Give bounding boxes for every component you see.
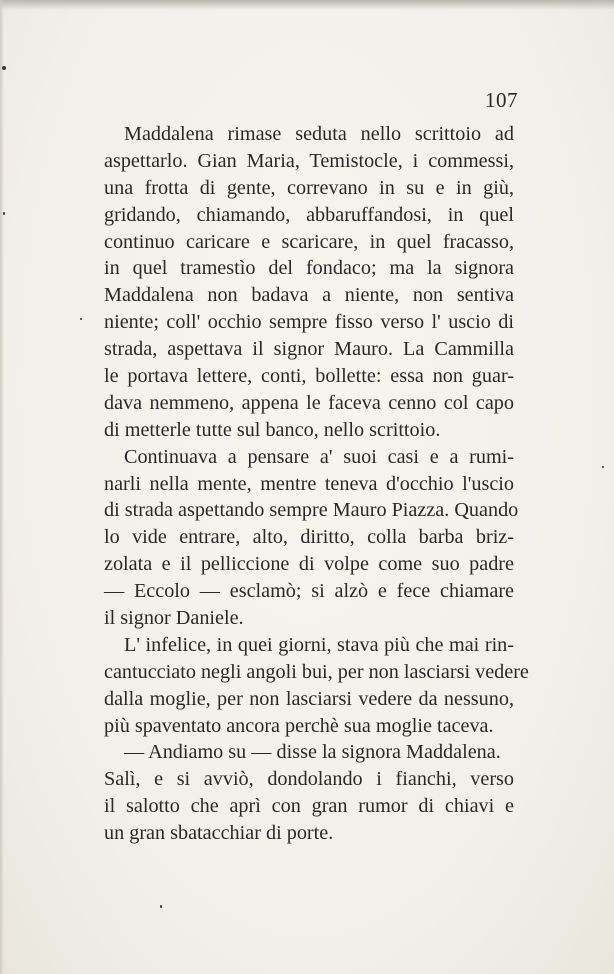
ink-speck (2, 66, 6, 70)
text-line: il salotto che aprì con gran rumor di chiavi e (104, 795, 514, 818)
ink-speck (80, 318, 82, 320)
text-line: una frotta di gente, correvano in su e in giù, (104, 176, 514, 199)
text-line: aspettarlo. Gian Maria, Temistocle, i commessi, (104, 149, 514, 172)
text-line: cantucciato negli angoli bui, per non lasciarsi vedere (104, 660, 529, 683)
text-line: strada, aspettava il signor Mauro. La Cammilla (104, 338, 514, 361)
text-line: Continuava a pensare a' suoi casi e a rumi- (124, 445, 514, 468)
text-line: un gran sbatacchiar di porte. (104, 822, 334, 845)
ink-speck (160, 905, 162, 908)
text-line: di metterle tutte sul banco, nello scrittoio. (104, 418, 441, 441)
text-line: zolata e il pelliccione di volpe come suo padre (104, 553, 514, 576)
text-line: narli nella mente, mentre teneva d'occhio l'uscio (104, 472, 514, 495)
page-left-shadow (0, 0, 4, 974)
text-line: — Eccolo — esclamò; si alzò e fece chiamare (104, 580, 514, 603)
ink-speck (3, 212, 5, 215)
text-line: Maddalena non badava a niente, non sentiva (104, 284, 514, 307)
text-line: — Andiamo su — disse la signora Maddalena. (124, 741, 501, 764)
text-line: gridando, chiamando, abbaruffandosi, in quel (104, 203, 514, 226)
text-line: dalla moglie, per non lasciarsi vedere da nessuno, (104, 687, 514, 710)
text-line: Salì, e si avviò, dondolando i fianchi, verso (104, 768, 514, 791)
ink-speck (602, 466, 604, 468)
text-line: niente; coll' occhio sempre fisso verso l' uscio di (104, 311, 514, 334)
text-line: dava nemmeno, appena le faceva cenno col capo (104, 391, 514, 414)
text-line: di strada aspettando sempre Mauro Piazza. Quando (104, 499, 519, 522)
page-top-shadow (0, 0, 614, 10)
text-line: più spaventato ancora perchè sua moglie taceva. (104, 714, 494, 737)
text-line: il signor Daniele. (104, 607, 244, 630)
page-number: 107 (485, 88, 518, 112)
text-line: L' infelice, in quei giorni, stava più che mai rin- (124, 633, 514, 656)
text-line: le portava lettere, conti, bollette: essa non guar- (104, 365, 514, 388)
text-line: continuo caricare e scaricare, in quel fracasso, (104, 230, 514, 253)
text-line: lo vide entrare, alto, diritto, colla barba briz- (104, 526, 514, 549)
text-line: in quel tramestìo del fondaco; ma la signora (104, 257, 514, 280)
text-line: Maddalena rimase seduta nello scrittoio ad (124, 123, 514, 145)
body-text (104, 121, 529, 847)
